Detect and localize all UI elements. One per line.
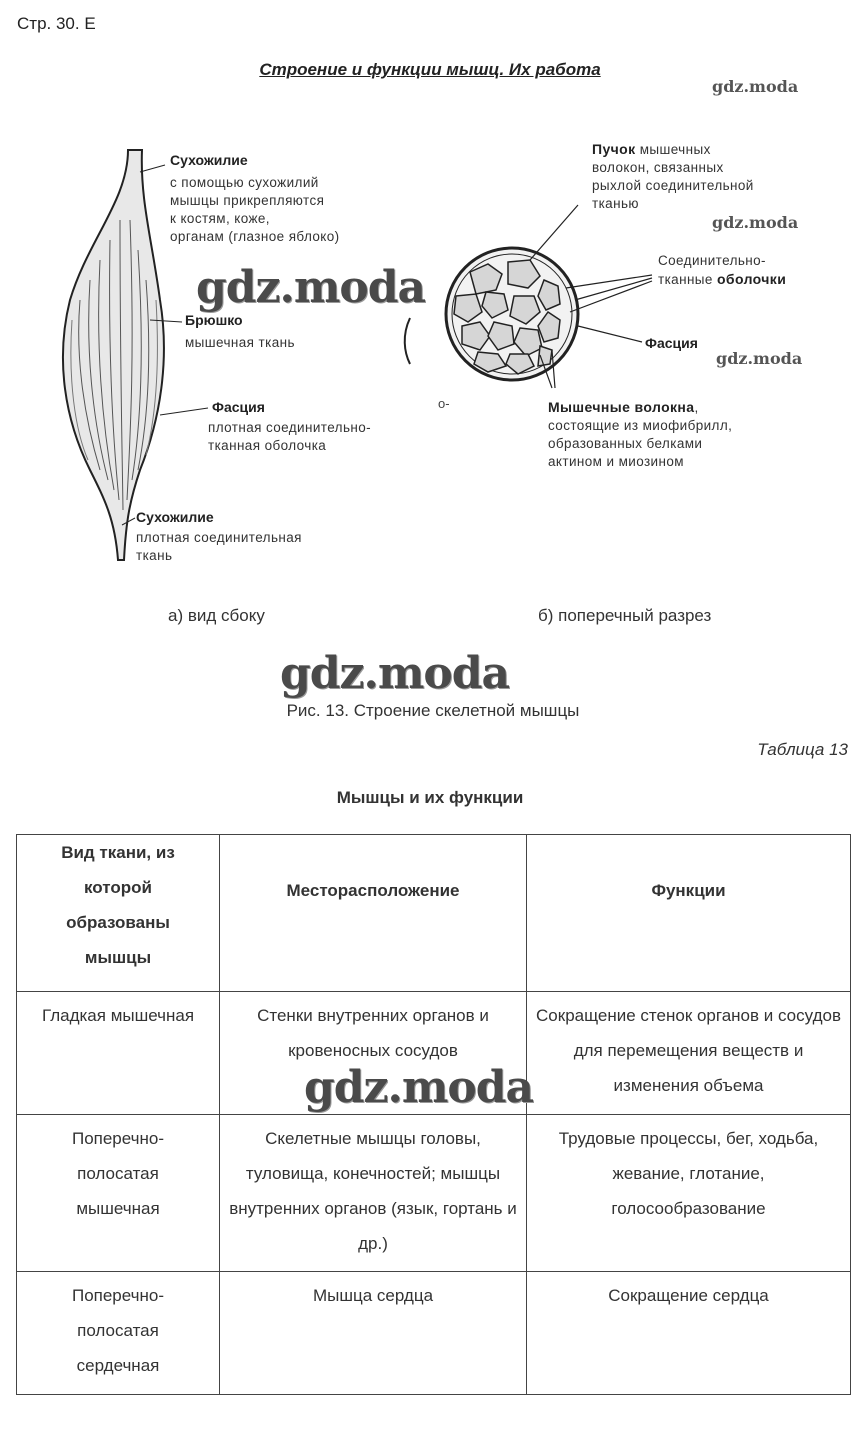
label-fibers-head: Мышечные волокна <box>548 399 695 415</box>
label-line: мышцы прикрепляются <box>170 193 325 208</box>
label-line: образованных белками <box>548 436 703 451</box>
label-line: с помощью сухожилий <box>170 175 319 190</box>
label-fibers <box>548 398 732 471</box>
cell-tissue: Гладкая мышечная <box>17 992 220 1115</box>
cell-tissue: Поперечно-полосатая мышечная <box>17 1115 220 1272</box>
header-tissue: Вид ткани, из которой образованы мышцы <box>17 835 220 992</box>
header-functions: Функции <box>527 835 851 992</box>
figure-caption: Рис. 13. Строение скелетной мышцы <box>286 701 580 720</box>
cell-location: Скелетные мышцы головы, туловища, конечностей; мышцы внутренних органов (язык, гортань и др.) <box>220 1115 527 1272</box>
cell-functions: Трудовые процессы, бег, ходьба, жевание, глотание, голосообразование <box>527 1115 851 1272</box>
label-fascia-right: Фасция <box>645 335 698 351</box>
page-title: Строение и функции мышц. Их работа <box>259 60 601 79</box>
label-belly-text: мышечная ткань <box>185 335 295 350</box>
label-line: актином и миозином <box>548 454 684 469</box>
label-tendon-top-text <box>170 174 340 246</box>
label-tendon-bottom <box>136 509 302 565</box>
cell-tissue: Поперечно-полосатая сердечная <box>17 1272 220 1395</box>
table-row <box>17 1272 851 1395</box>
label-line: ткань <box>136 548 173 563</box>
cell-location: Мышца сердца <box>220 1272 527 1395</box>
table-row <box>17 1115 851 1272</box>
label-belly <box>185 312 295 352</box>
label-line: тканная оболочка <box>208 438 327 453</box>
fragment-text: о- <box>438 396 450 411</box>
label-line: плотная соединительная <box>136 530 302 545</box>
table-title: Мышцы и их функции <box>336 788 524 807</box>
muscles-table <box>16 834 851 1395</box>
label-line: рыхлой соединительной <box>592 178 754 193</box>
label-fibers-rest: , <box>694 400 699 415</box>
watermark: gdz.moda <box>304 1062 534 1113</box>
label-sheaths <box>658 252 786 289</box>
cell-functions: Сокращение сердца <box>527 1272 851 1395</box>
label-tendon-bottom-head: Сухожилие <box>136 509 214 525</box>
watermark: gdz.moda <box>716 349 803 368</box>
label-line: плотная соединительно- <box>208 420 372 435</box>
page-number: Стр. 30. Е <box>17 14 96 33</box>
caption-cross-section: б) поперечный разрез <box>538 606 712 625</box>
watermark: gdz.moda <box>712 213 799 232</box>
label-tendon-top <box>170 152 340 246</box>
table-label: Таблица 13 <box>757 740 848 759</box>
label-bundle <box>592 140 754 213</box>
cell-location: Стенки внутренних органов и кровеносных сосудов <box>220 992 527 1115</box>
label-bundle-rest: мышечных <box>635 142 711 157</box>
fragment-arc <box>405 318 410 364</box>
table-header-row <box>17 835 851 992</box>
label-fascia-left-text <box>208 419 371 455</box>
label-line: органам (глазное яблоко) <box>170 229 340 244</box>
label-bundle-head: Пучок <box>592 141 636 157</box>
label-sheaths-line2: тканные <box>658 272 717 287</box>
label-line: состоящие из миофибрилл, <box>548 418 733 433</box>
caption-side-view: а) вид сбоку <box>168 606 265 625</box>
header-location: Месторасположение <box>220 835 527 992</box>
label-fascia-left <box>208 399 372 455</box>
label-tendon-bottom-text <box>136 529 302 565</box>
label-tendon-top-head: Сухожилие <box>170 152 248 168</box>
label-line: тканью <box>592 196 639 211</box>
muscle-cross-section <box>446 205 652 388</box>
label-belly-head: Брюшко <box>185 312 243 328</box>
label-sheaths-pre: Соединительно- <box>658 253 766 268</box>
label-fascia-left-head: Фасция <box>212 399 265 415</box>
watermark: gdz.moda <box>712 77 799 96</box>
watermark: gdz.moda <box>280 648 510 699</box>
label-sheaths-head: оболочки <box>716 271 787 287</box>
label-line: к костям, коже, <box>170 211 270 226</box>
watermark: gdz.moda <box>196 262 426 313</box>
cell-functions: Сокращение стенок органов и сосудов для перемещения веществ и изменения объема <box>527 992 851 1115</box>
label-line: волокон, связанных <box>592 160 724 175</box>
